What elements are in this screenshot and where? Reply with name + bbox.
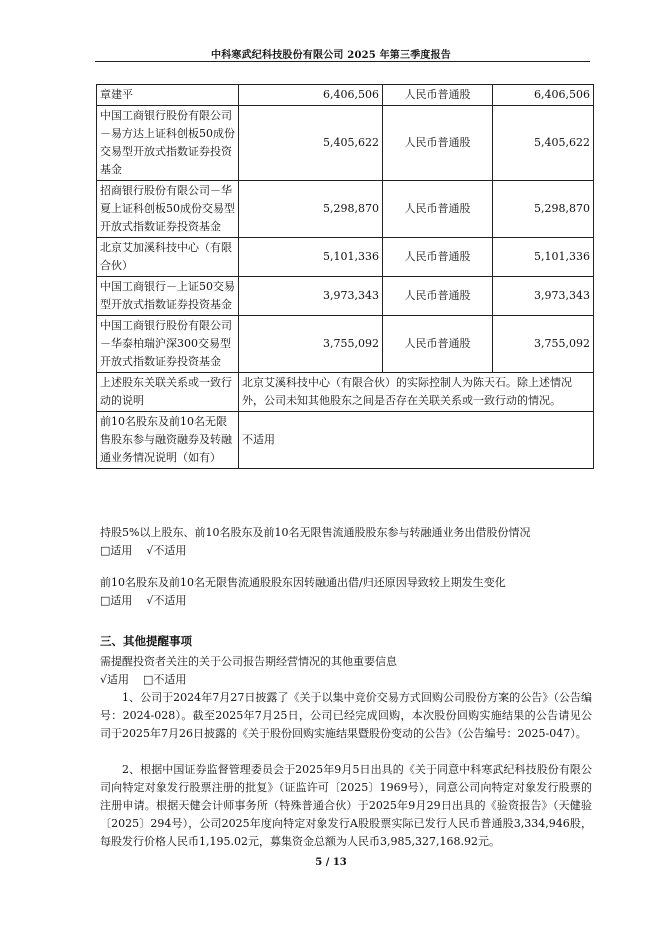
share-count: 3,755,092 [493, 316, 594, 373]
table-row-related [97, 373, 594, 412]
holder-name: 中国工商银行－上证50交易型开放式指数证券投资基金 [97, 277, 239, 316]
not-apply-checkbox: □不适用 [143, 673, 187, 686]
paragraph-issuance: 2、根据中国证券监督管理委员会于2025年9月5日出具的《关于同意中科寒武纪科技股份有限公司向特定对象发行股票注册的批复》（证监许可〔2025〕1969号），同意公司向特定对象发行股票的注册申请。根据天健会计师事务所（特殊普通合伙）于2025年9月29日出具的《验资报告》（天健验〔2025〕294号），公司2025年度向特定对象发行A股股票实际已发行人民币普通股3,334,946股，每股发行价格人民币1,195.02元，募集资金总额为人民币3,985,327,168.92元。 [100, 763, 592, 848]
apply-checkbox: √适用 [100, 673, 130, 686]
related-label: 上述股东关联关系或一致行动的说明 [97, 373, 239, 412]
share-count: 5,101,336 [493, 238, 594, 277]
paragraph-buyback: 1、公司于2024年7月27日披露了《关于以集中竞价交易方式回购公司股份方案的公告》（公告编号：2024-028）。截至2025年7月25日，公司已经完成回购，本次股份回购实施结果的公告请见公司于2025年7月26日披露的《关于股份回购实施结果暨股份变动的公告》（公告编号：2025-047）。 [100, 691, 592, 740]
table-row [97, 277, 594, 316]
not-apply-checkbox: √不适用 [146, 544, 187, 557]
table-row [97, 238, 594, 277]
holder-shares: 3,755,092 [239, 316, 383, 373]
section3-options [100, 671, 397, 689]
holder-shares: 6,406,506 [239, 85, 383, 106]
not-apply-checkbox: √不适用 [146, 594, 187, 607]
change-options [100, 592, 506, 610]
margin-text: 不适用 [239, 412, 594, 469]
lending-title: 持股5%以上股东、前10名股东及前10名无限售流通股股东参与转融通业务出借股份情况 [100, 526, 531, 539]
share-class: 人民币普通股 [383, 238, 493, 277]
share-count: 5,405,622 [493, 106, 594, 181]
holder-shares: 5,101,336 [239, 238, 383, 277]
share-class: 人民币普通股 [383, 277, 493, 316]
table-row [97, 85, 594, 106]
share-count: 5,298,870 [493, 181, 594, 238]
lending-options [100, 542, 530, 560]
share-count: 3,973,343 [493, 277, 594, 316]
section3-intro [100, 653, 397, 689]
apply-checkbox: □适用 [100, 594, 133, 607]
section-title: 三、其他提醒事项 [100, 634, 192, 648]
share-class: 人民币普通股 [383, 85, 493, 106]
share-class: 人民币普通股 [383, 316, 493, 373]
holder-shares: 5,298,870 [239, 181, 383, 238]
header-rule [95, 61, 590, 62]
apply-checkbox: □适用 [100, 544, 133, 557]
table-row-margin [97, 412, 594, 469]
related-text: 北京艾溪科技中心（有限合伙）的实际控制人为陈天石。除上述情况外，公司未知其他股东之间是否存在关联关系或一致行动的情况。 [239, 373, 594, 412]
holder-name: 招商银行股份有限公司－华夏上证科创板50成份交易型开放式指数证券投资基金 [97, 181, 239, 238]
holder-name: 中国工商银行股份有限公司－易方达上证科创板50成份交易型开放式指数证券投资基金 [97, 106, 239, 181]
share-class: 人民币普通股 [383, 181, 493, 238]
shareholder-table [96, 84, 594, 469]
holder-name: 北京艾加溪科技中心（有限合伙） [97, 238, 239, 277]
table-row [97, 316, 594, 373]
change-section [100, 574, 506, 610]
share-class: 人民币普通股 [383, 106, 493, 181]
holder-name: 中国工商银行股份有限公司－华泰柏瑞沪深300交易型开放式指数证券投资基金 [97, 316, 239, 373]
table-row [97, 181, 594, 238]
holder-shares: 3,973,343 [239, 277, 383, 316]
intro-text: 需提醒投资者关注的关于公司报告期经营情况的其他重要信息 [100, 655, 397, 668]
share-count: 6,406,506 [493, 85, 594, 106]
holder-name: 章建平 [97, 85, 239, 106]
holder-shares: 5,405,622 [239, 106, 383, 181]
margin-label: 前10名股东及前10名无限售股东参与融资融券及转融通业务情况说明（如有） [97, 412, 239, 469]
report-header: 中科寒武纪科技股份有限公司 2025 年第三季度报告 [211, 50, 451, 61]
change-title: 前10名股东及前10名无限售流通股股东因转融通出借/归还原因导致较上期发生变化 [100, 576, 506, 589]
lending-section [100, 524, 530, 560]
page-number: 5 / 13 [315, 857, 347, 868]
table-row [97, 106, 594, 181]
